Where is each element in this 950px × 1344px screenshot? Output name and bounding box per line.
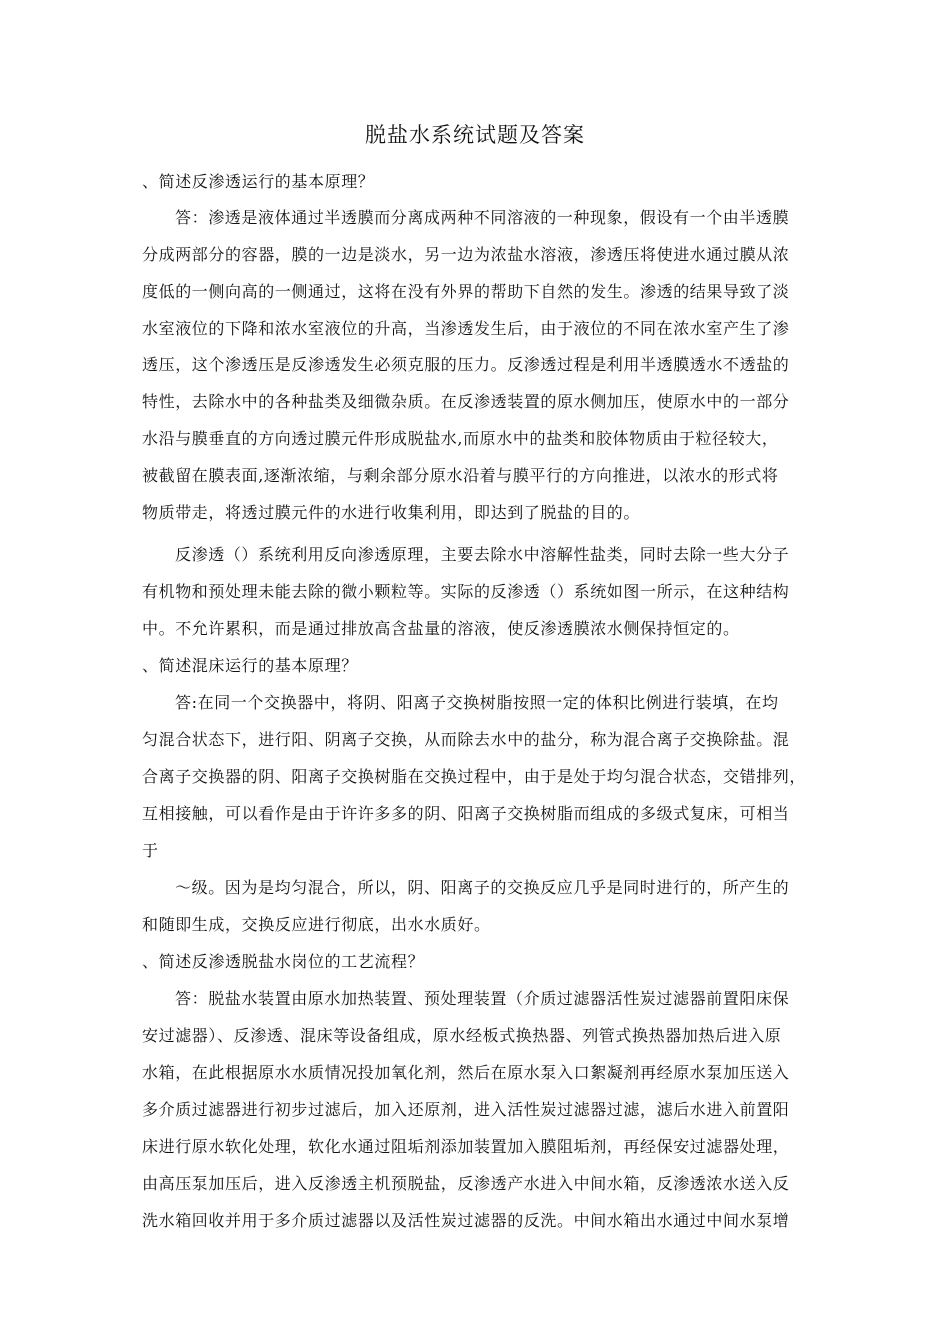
answer-3-line: 水箱，在此根据原水水质情况投加氧化剂，然后在原水泵入口絮凝剂再经原水泵加压送入 xyxy=(142,1063,790,1082)
answer-1-line: 被截留在膜表面,逐渐浓缩，与剩余部分原水沿着与膜平行的方向推进，以浓水的形式将 xyxy=(142,466,779,485)
answer-1-line: 透压，这个渗透压是反渗透发生必须克服的压力。反渗透过程是利用半透膜透水不透盐的 xyxy=(142,355,790,374)
answer-2-line: 匀混合状态下，进行阳、阴离子交换，从而除去水中的盐分，称为混合离子交换除盐。混 xyxy=(142,730,790,749)
document-title: 脱盐水系统试题及答案 xyxy=(365,123,585,147)
question-3-heading: 、简述反渗透脱盐水岗位的工艺流程？ xyxy=(142,952,425,971)
answer-2-line: 于 xyxy=(142,841,159,860)
answer-1-paragraph-2-line: 有机物和预处理未能去除的微小颗粒等。实际的反渗透（）系统如图一所示，在这种结构 xyxy=(142,582,790,601)
answer-1-line: 物质带走，将透过膜元件的水进行收集利用，即达到了脱盐的目的。 xyxy=(142,503,641,522)
answer-2-line: 答:在同一个交换器中，将阴、阳离子交换树脂按照一定的体积比例进行装填，在均 xyxy=(175,693,779,712)
answer-1-line: 度低的一侧向高的一侧通过，这将在没有外界的帮助下自然的发生。渗透的结果导致了淡 xyxy=(142,282,790,301)
question-2-heading: 、简述混床运行的基本原理？ xyxy=(142,656,358,675)
answer-2-line: 合离子交换器的阴、阳离子交换树脂在交换过程中，由于是处于均匀混合状态，交错排列， xyxy=(142,767,807,786)
answer-1-paragraph-2-line: 反渗透（）系统利用反向渗透原理，主要去除水中溶解性盐类，同时去除一些大分子 xyxy=(175,545,790,564)
answer-1-paragraph-2-line: 中。不允许累积，而是通过排放高含盐量的溶液，使反渗透膜浓水侧保持恒定的。 xyxy=(142,619,740,638)
answer-3-line: 床进行原水软化处理，软化水通过阻垢剂添加装置加入膜阻垢剂，再经保安过滤器处理， xyxy=(142,1137,790,1156)
answer-2-line: 和随即生成，交换反应进行彻底，出水水质好。 xyxy=(142,915,491,934)
answer-3-line: 多介质过滤器进行初步过滤后，加入还原剂，进入活性炭过滤器过滤，滤后水进入前置阳 xyxy=(142,1100,790,1119)
answer-1-line: 特性，去除水中的各种盐类及细微杂质。在反渗透装置的原水侧加压，使原水中的一部分 xyxy=(142,392,790,411)
answer-1-line: 答：渗透是液体通过半透膜而分离成两种不同溶液的一种现象，假设有一个由半透膜 xyxy=(175,208,790,227)
answer-2-line: 互相接触，可以看作是由于许许多多的阴、阳离子交换树脂而组成的多级式复床，可相当 xyxy=(142,804,790,823)
answer-1-line: 水室液位的下降和浓水室液位的升高，当渗透发生后，由于液位的不同在浓水室产生了渗 xyxy=(142,319,790,338)
answer-3-line: 由高压泵加压后，进入反渗透主机预脱盐，反渗透产水进入中间水箱，反渗透浓水送入反 xyxy=(142,1174,790,1193)
answer-3-line: 答：脱盐水装置由原水加热装置、预处理装置（介质过滤器活性炭过滤器前置阳床保 xyxy=(175,989,790,1008)
answer-1-line: 水沿与膜垂直的方向透过膜元件形成脱盐水,而原水中的盐类和胶体物质由于粒径较大， xyxy=(142,429,779,448)
answer-3-line: 洗水箱回收并用于多介质过滤器以及活性炭过滤器的反洗。中间水箱出水通过中间水泵增 xyxy=(142,1211,790,1230)
answer-3-line: 安过滤器）、反渗透、混床等设备组成，原水经板式换热器、列管式换热器加热后进入原 xyxy=(142,1026,782,1045)
answer-2-line: ～级。因为是均匀混合，所以，阴、阳离子的交换反应几乎是同时进行的，所产生的 xyxy=(175,878,790,897)
question-1-heading: 、简述反渗透运行的基本原理？ xyxy=(142,172,375,191)
answer-1-line: 分成两部分的容器，膜的一边是淡水，另一边为浓盐水溶液，渗透压将使进水通过膜从浓 xyxy=(142,245,790,264)
